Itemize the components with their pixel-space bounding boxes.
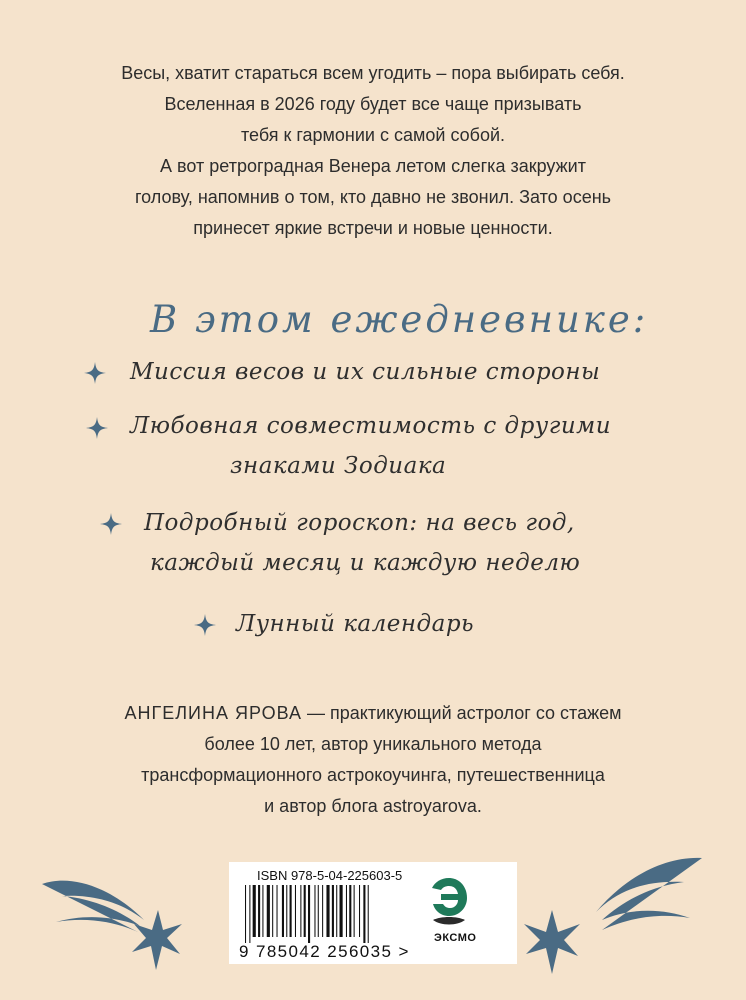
sparkle-icon	[194, 614, 216, 636]
feature-item	[144, 503, 580, 583]
intro-line: тебя к гармонии с самой собой.	[240, 125, 506, 145]
features-heading: В этом ежедневнике:	[150, 298, 649, 341]
author-line: и автор блога astroyarova.	[264, 796, 482, 816]
eksmo-logo	[429, 876, 469, 930]
intro-line: принесет яркие встречи и новые ценности.	[193, 218, 553, 238]
sparkle-icon	[86, 417, 108, 439]
intro-line: голову, напомнив о том, кто давно не звонил. Зато осень	[134, 187, 612, 207]
intro-line: Вселенная в 2026 году будет все чаще призывать	[164, 94, 582, 114]
feature-line: Миссия весов и их сильные стороны	[130, 359, 601, 385]
barcode-digits: 9 785042 256035 >	[239, 942, 410, 961]
author-line	[40, 698, 706, 729]
intro-line: А вот ретроградная Венера летом слегка закружит	[160, 156, 586, 176]
barcode	[243, 885, 413, 943]
comet-star-icon	[40, 866, 190, 976]
intro-line: Весы, хватит стараться всем угодить – пора выбирать себя.	[121, 63, 625, 83]
feature-item	[130, 352, 600, 392]
publisher-name: ЭКСМО	[434, 932, 477, 944]
comet-star-icon	[506, 850, 706, 976]
sparkle-icon	[100, 513, 122, 535]
barcode-panel	[229, 862, 517, 964]
author-line: более 10 лет, автор уникального метода	[204, 734, 542, 754]
sparkle-icon	[84, 362, 106, 384]
feature-item	[130, 406, 611, 486]
author-name: АНГЕЛИНА ЯРОВА	[124, 703, 303, 723]
isbn-label: ISBN 978-5-04-225603-5	[257, 868, 403, 883]
feature-item	[236, 604, 474, 644]
feature-line: Подробный гороскоп: на весь год,	[144, 510, 575, 536]
author-bio	[40, 698, 706, 822]
feature-line: Любовная совместимость с другими	[130, 413, 612, 439]
feature-line: Лунный календарь	[236, 611, 475, 637]
intro-paragraph	[40, 58, 706, 244]
feature-line: каждый месяц и каждую неделю	[150, 550, 581, 576]
feature-line: знаками Зодиака	[230, 453, 447, 479]
author-line: трансформационного астрокоучинга, путешественница	[141, 765, 605, 785]
author-bio-text: — практикующий астролог со стажем	[302, 703, 622, 723]
